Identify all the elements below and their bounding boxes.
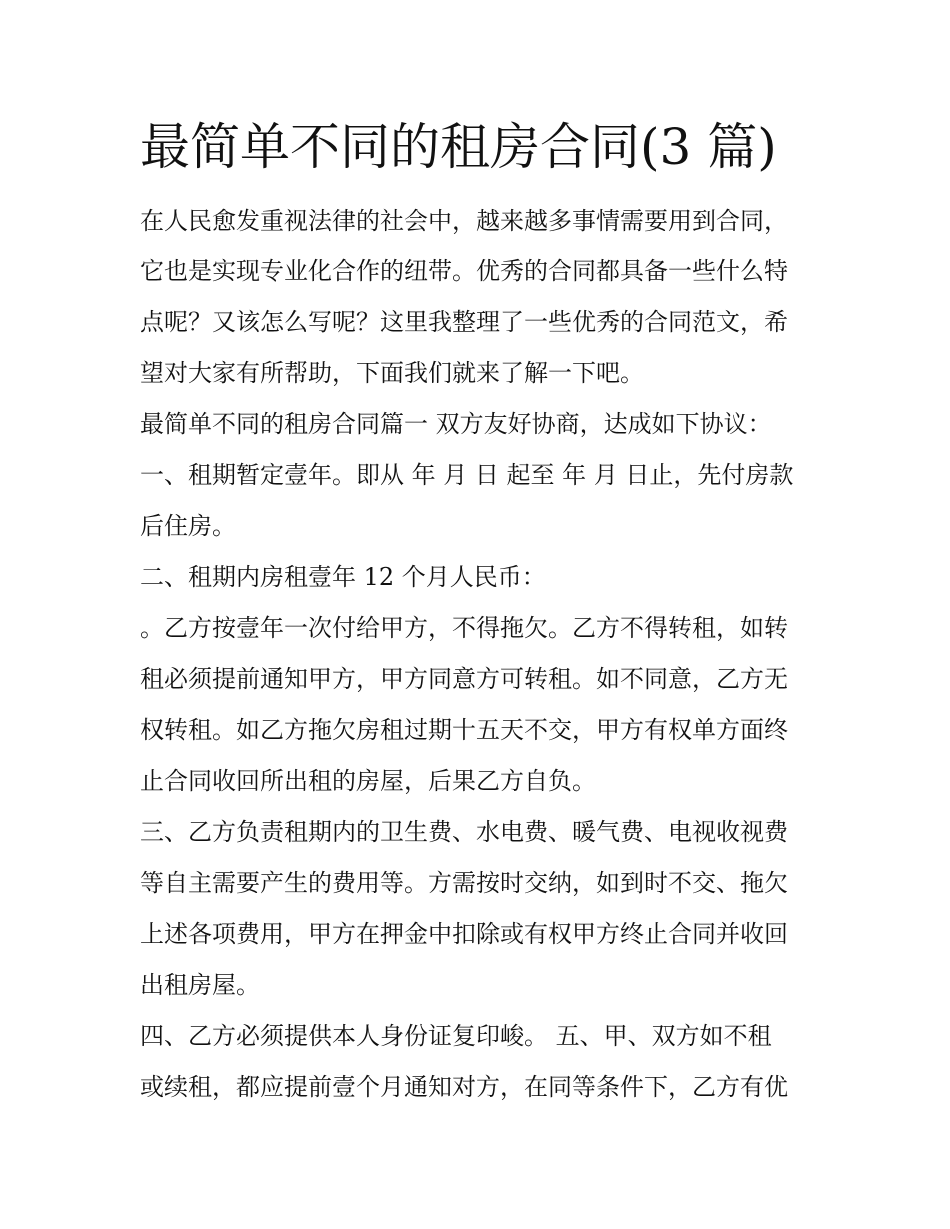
- body-line-1: 在人民愈发重视法律的社会中，越来越多事情需要用到合同，: [140, 207, 788, 235]
- body-line-2: 它也是实现专业化合作的纽带。优秀的合同都具备一些什么特: [140, 257, 788, 285]
- body-line-8: 二、租期内房租壹年 12 个月人民币：: [140, 563, 546, 591]
- body-line-10: 租必须提前通知甲方，甲方同意方可转租。如不同意，乙方无: [140, 665, 788, 693]
- body-line-9: 。乙方按壹年一次付给甲方，不得拖欠。乙方不得转租，如转: [140, 614, 788, 642]
- body-line-5: 最简单不同的租房合同篇一 双方友好协商，达成如下协议：: [140, 410, 772, 438]
- body-line-16: 出租房屋。: [140, 971, 260, 999]
- body-line-15: 上述各项费用，甲方在押金中扣除或有权甲方终止合同并收回: [140, 920, 788, 948]
- body-line-4: 望对大家有所帮助，下面我们就来了解一下吧。: [140, 359, 644, 387]
- body-line-3: 点呢？又该怎么写呢？这里我整理了一些优秀的合同范文，希: [140, 308, 788, 336]
- page-title: 最简单不同的租房合同(3 篇): [140, 118, 777, 176]
- body-line-11: 权转租。如乙方拖欠房租过期十五天不交，甲方有权单方面终: [140, 716, 788, 744]
- body-line-14: 等自主需要产生的费用等。方需按时交纳，如到时不交、拖欠: [140, 869, 788, 897]
- body-line-12: 止合同收回所出租的房屋，后果乙方自负。: [140, 767, 596, 795]
- body-line-18: 或续租，都应提前壹个月通知对方，在同等条件下，乙方有优: [140, 1073, 788, 1101]
- body-line-7: 后住房。: [140, 512, 236, 540]
- body-line-6: 一、租期暂定壹年。即从 年 月 日 起至 年 月 日止，先付房款: [140, 461, 794, 489]
- body-line-13: 三、乙方负责租期内的卫生费、水电费、暖气费、电视收视费: [140, 818, 788, 846]
- body-line-17: 四、乙方必须提供本人身份证复印峻。 五、甲、双方如不租: [140, 1022, 772, 1050]
